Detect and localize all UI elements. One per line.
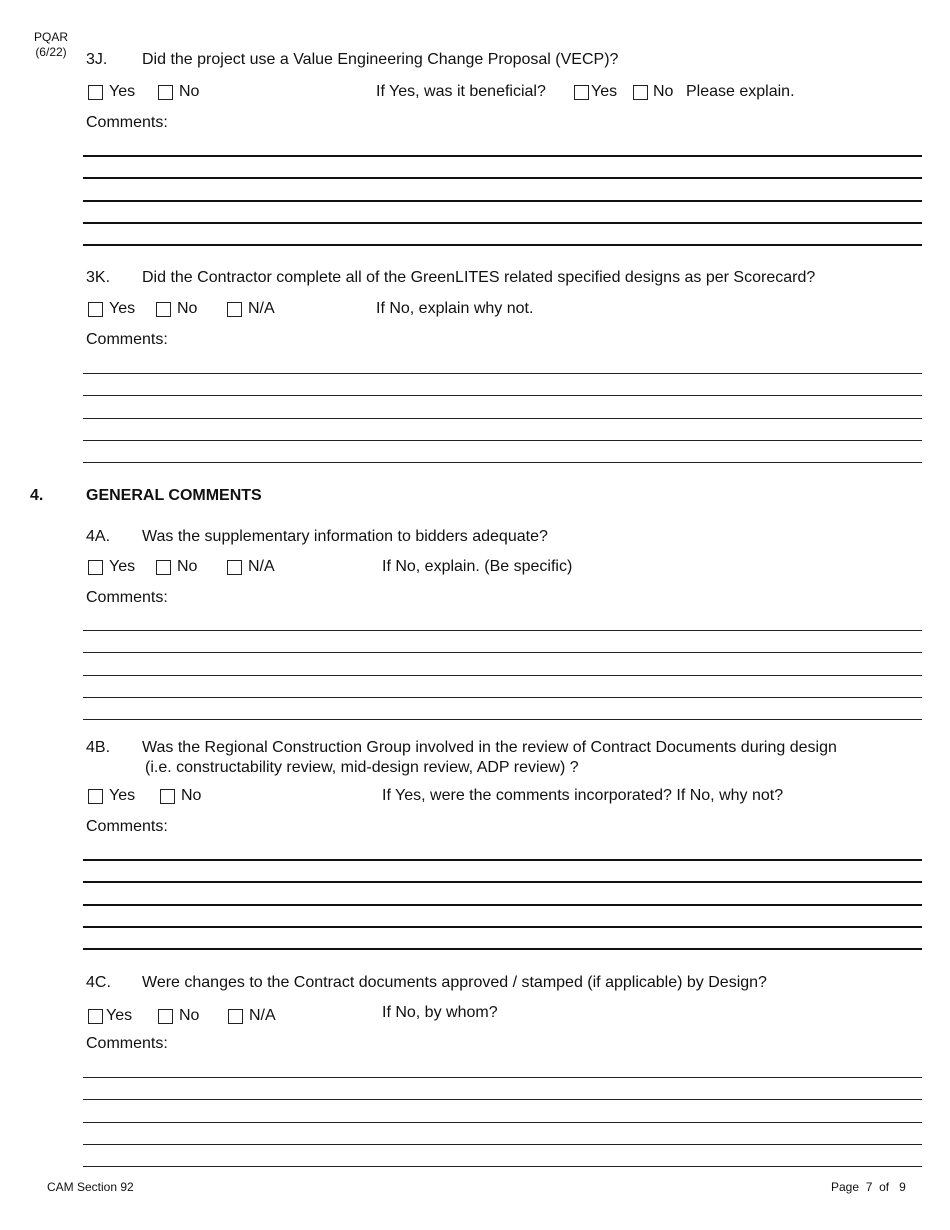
- label-3j-beneficial-no: No: [653, 83, 674, 100]
- comment-line-3j-1[interactable]: [83, 155, 922, 157]
- comment-line-3j-5[interactable]: [83, 244, 922, 246]
- checkbox-3j-beneficial-no[interactable]: [633, 85, 648, 100]
- label-4c-no: No: [179, 1007, 200, 1024]
- label-4a-yes: Yes: [109, 558, 136, 575]
- comment-line-4b-3[interactable]: [83, 904, 922, 906]
- label-3j-beneficial-yes: Yes: [591, 83, 618, 100]
- comment-line-4c-5[interactable]: [83, 1166, 922, 1167]
- comment-line-4b-4[interactable]: [83, 926, 922, 928]
- checkbox-4c-yes[interactable]: [88, 1009, 103, 1024]
- comment-line-4c-4[interactable]: [83, 1144, 922, 1145]
- question-4c-text: Were changes to the Contract documents approved / stamped (if applicable) by Design?: [142, 974, 767, 991]
- followup-4c-text: If No, by whom?: [382, 1004, 498, 1021]
- followup-4b-text: If Yes, were the comments incorporated? If No, why not?: [382, 787, 784, 804]
- footer-page-number: [831, 1180, 906, 1194]
- comment-line-3j-3[interactable]: [83, 200, 922, 202]
- question-number-4a: 4A.: [86, 528, 111, 545]
- question-4b-text-line2: (i.e. constructability review, mid-design review, ADP review) ?: [145, 759, 579, 776]
- comment-line-4a-5[interactable]: [83, 719, 922, 720]
- checkbox-4c-na[interactable]: [228, 1009, 243, 1024]
- comment-line-3k-2[interactable]: [83, 395, 922, 396]
- comment-line-3j-4[interactable]: [83, 222, 922, 224]
- label-4b-no: No: [181, 787, 202, 804]
- footer-page-of: of: [879, 1180, 890, 1194]
- label-3k-no: No: [177, 300, 198, 317]
- question-4b-text-line1: Was the Regional Construction Group involved in the review of Contract Documents during design: [142, 739, 837, 756]
- checkbox-3j-beneficial-yes[interactable]: [574, 85, 589, 100]
- footer-section: CAM Section 92: [47, 1180, 134, 1194]
- comment-line-4a-2[interactable]: [83, 652, 922, 653]
- comment-line-4c-3[interactable]: [83, 1122, 922, 1123]
- checkbox-3j-no[interactable]: [158, 85, 173, 100]
- comments-label-3j: Comments:: [86, 114, 168, 131]
- section-4-number: 4.: [30, 487, 44, 504]
- followup-4a-text: If No, explain. (Be specific): [382, 558, 573, 575]
- form-code: PQAR: [33, 30, 68, 44]
- followup-3k-text: If No, explain why not.: [376, 300, 534, 317]
- question-number-4c: 4C.: [86, 974, 111, 991]
- comment-line-3j-2[interactable]: [83, 177, 922, 179]
- checkbox-4a-yes[interactable]: [88, 560, 103, 575]
- comments-label-4a: Comments:: [86, 589, 168, 606]
- checkbox-3k-na[interactable]: [227, 302, 242, 317]
- label-3j-yes: Yes: [109, 83, 136, 100]
- question-number-3k: 3K.: [86, 269, 111, 286]
- label-3j-no: No: [179, 83, 200, 100]
- label-4c-na: N/A: [249, 1007, 276, 1024]
- label-3k-na: N/A: [248, 300, 275, 317]
- question-number-4b: 4B.: [86, 739, 111, 756]
- comment-line-3k-3[interactable]: [83, 418, 922, 419]
- checkbox-4b-yes[interactable]: [88, 789, 103, 804]
- comment-line-4a-3[interactable]: [83, 675, 922, 676]
- comment-line-4c-1[interactable]: [83, 1077, 922, 1078]
- comment-line-3k-4[interactable]: [83, 440, 922, 441]
- comment-line-4a-1[interactable]: [83, 630, 922, 631]
- form-header: [30, 30, 72, 60]
- question-4a-text: Was the supplementary information to bidders adequate?: [142, 528, 548, 545]
- comments-label-3k: Comments:: [86, 331, 168, 348]
- checkbox-3j-yes[interactable]: [88, 85, 103, 100]
- label-4a-no: No: [177, 558, 198, 575]
- comment-line-4b-1[interactable]: [83, 859, 922, 861]
- footer-page-label: Page: [831, 1180, 860, 1194]
- section-4-title: GENERAL COMMENTS: [86, 487, 262, 504]
- checkbox-3k-yes[interactable]: [88, 302, 103, 317]
- comment-line-3k-1[interactable]: [83, 373, 922, 374]
- label-4b-yes: Yes: [109, 787, 136, 804]
- checkbox-4b-no[interactable]: [160, 789, 175, 804]
- footer-page-total: 9: [899, 1180, 906, 1194]
- comments-label-4c: Comments:: [86, 1035, 168, 1052]
- question-3j-text: Did the project use a Value Engineering Change Proposal (VECP)?: [142, 51, 619, 68]
- comment-line-4c-2[interactable]: [83, 1099, 922, 1100]
- comment-line-4b-2[interactable]: [83, 881, 922, 883]
- question-number-3j: 3J.: [86, 51, 108, 68]
- label-4c-yes: Yes: [106, 1007, 133, 1024]
- comments-label-4b: Comments:: [86, 818, 168, 835]
- footer-page-current: 7: [865, 1180, 873, 1194]
- checkbox-3k-no[interactable]: [156, 302, 171, 317]
- checkbox-4c-no[interactable]: [158, 1009, 173, 1024]
- question-3k-text: Did the Contractor complete all of the GreenLITES related specified designs as per Scorecard?: [142, 269, 816, 286]
- comment-line-4b-5[interactable]: [83, 948, 922, 950]
- checkbox-4a-no[interactable]: [156, 560, 171, 575]
- followup-3j-note: Please explain.: [686, 83, 795, 100]
- comment-line-3k-5[interactable]: [83, 462, 922, 463]
- checkbox-4a-na[interactable]: [227, 560, 242, 575]
- form-revision: (6/22): [35, 45, 67, 59]
- comment-line-4a-4[interactable]: [83, 697, 922, 698]
- label-3k-yes: Yes: [109, 300, 136, 317]
- followup-3j-text: If Yes, was it beneficial?: [376, 83, 546, 100]
- label-4a-na: N/A: [248, 558, 275, 575]
